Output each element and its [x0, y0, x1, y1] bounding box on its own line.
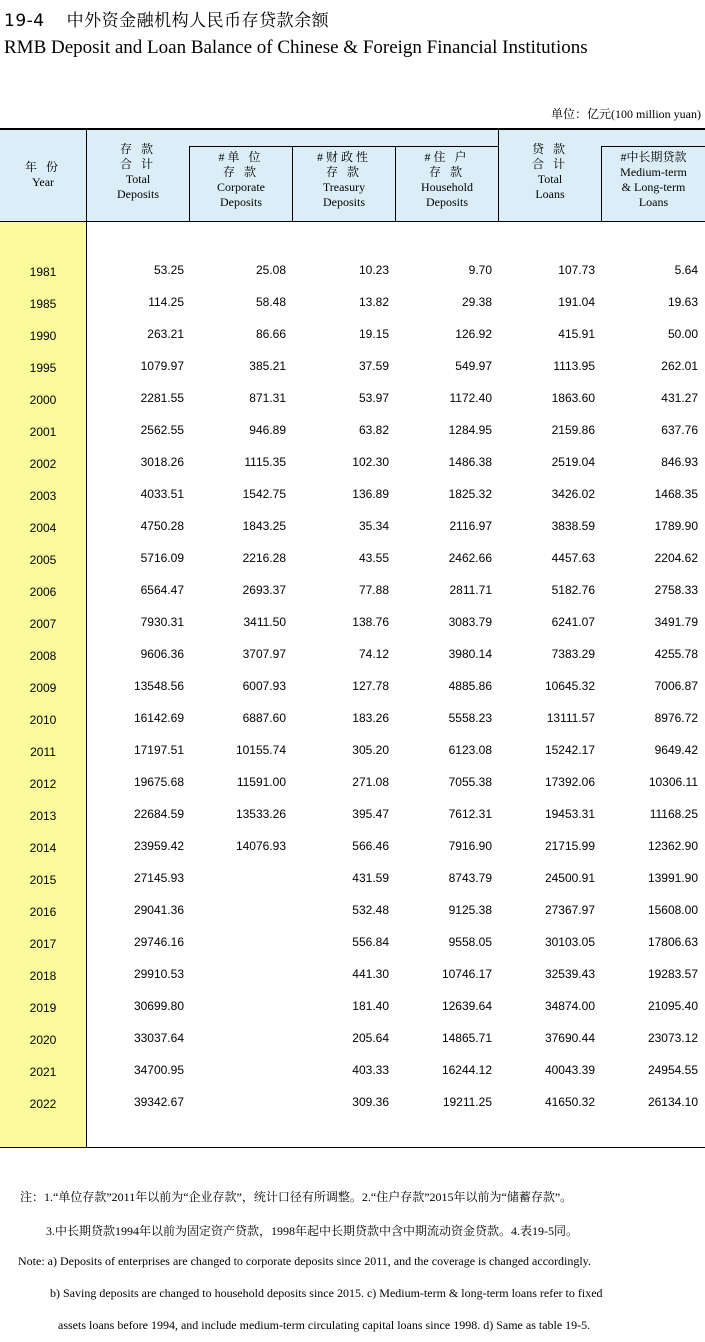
total-deposits-cell: 34700.95 — [133, 1063, 184, 1077]
household-deposits-cell: 9558.05 — [448, 935, 492, 949]
table-row — [0, 839, 705, 871]
year-cell: 2014 — [29, 841, 57, 855]
treasury-deposits-cell: 556.84 — [352, 935, 389, 949]
page-title-cn — [4, 6, 329, 31]
household-deposits-cell: 1172.40 — [449, 391, 492, 405]
year-cell: 2010 — [29, 713, 57, 727]
total-deposits-cell: 13548.56 — [133, 679, 184, 693]
header-en-1: Treasury — [322, 180, 366, 194]
header-en-3: Loans — [638, 195, 669, 209]
total-deposits-cell: 29041.36 — [133, 903, 184, 917]
treasury-deposits-cell: 53.97 — [358, 391, 389, 405]
table-row — [0, 679, 705, 711]
header-treasury-deposits — [293, 150, 395, 210]
medium-long-loans-cell: 637.76 — [661, 423, 698, 437]
treasury-deposits-cell: 431.59 — [352, 871, 389, 885]
treasury-deposits-cell: 205.64 — [352, 1031, 389, 1045]
header-en-2: Deposits — [426, 195, 468, 209]
treasury-deposits-cell: 395.47 — [352, 807, 389, 821]
year-cell: 2003 — [29, 489, 57, 503]
total-loans-cell: 2159.86 — [551, 423, 595, 437]
medium-long-loans-cell: 15608.00 — [647, 903, 698, 917]
household-deposits-cell: 9.70 — [468, 263, 492, 277]
header-en-1: Corporate — [217, 180, 265, 194]
year-cell: 2015 — [29, 873, 57, 887]
treasury-deposits-cell: 74.12 — [358, 647, 389, 661]
corporate-deposits-cell: 11591.00 — [236, 775, 286, 789]
header-bottom-rule — [0, 221, 705, 222]
header-en-2: Deposits — [220, 195, 262, 209]
corporate-deposits-cell: 10155.74 — [235, 743, 286, 757]
year-cell: 2017 — [29, 937, 57, 951]
medium-long-loans-cell: 7006.87 — [654, 679, 698, 693]
total-deposits-cell: 27145.93 — [133, 871, 184, 885]
household-deposits-cell: 126.92 — [455, 327, 492, 341]
year-cell: 2013 — [29, 809, 57, 823]
total-deposits-cell: 19675.68 — [133, 775, 184, 789]
household-deposits-cell: 549.97 — [455, 359, 492, 373]
table-row — [0, 903, 705, 935]
total-loans-cell: 3426.02 — [551, 487, 595, 501]
header-cn-1: #中长期贷款 — [620, 150, 687, 164]
header-household-deposits — [396, 150, 498, 210]
medium-long-loans-cell: 21095.40 — [647, 999, 698, 1013]
household-deposits-cell: 7612.31 — [448, 807, 492, 821]
year-cell: 2001 — [29, 425, 57, 439]
total-deposits-cell: 7930.31 — [140, 615, 184, 629]
year-cell: 2021 — [29, 1065, 57, 1079]
medium-long-loans-cell: 5.64 — [674, 263, 698, 277]
header-en-2: & Long-term — [621, 180, 686, 194]
household-deposits-cell: 4885.86 — [448, 679, 492, 693]
total-deposits-cell: 3018.26 — [140, 455, 184, 469]
total-deposits-cell: 39342.67 — [133, 1095, 184, 1109]
header-cn-2: 合 计 — [119, 157, 156, 171]
table-row — [0, 871, 705, 903]
total-loans-cell: 32539.43 — [544, 967, 595, 981]
header-cn-2: 合 计 — [531, 157, 568, 171]
total-deposits-cell: 4750.28 — [140, 519, 184, 533]
note-line: assets loans before 1994, and include medium-term circulating capital loans since 1998. d) Same as table 19-5. — [58, 1318, 591, 1332]
medium-long-loans-cell: 11168.25 — [649, 807, 698, 821]
total-loans-cell: 34874.00 — [544, 999, 595, 1013]
household-deposits-cell: 1486.38 — [448, 455, 492, 469]
year-cell: 2012 — [29, 777, 57, 791]
total-deposits-cell: 1079.97 — [140, 359, 184, 373]
corporate-deposits-cell: 13533.26 — [235, 807, 286, 821]
total-loans-cell: 1113.95 — [553, 359, 595, 373]
medium-long-loans-cell: 4255.78 — [654, 647, 698, 661]
note-line: b) Saving deposits are changed to household deposits since 2015. c) Medium-term & long-term loans refer to fixed — [50, 1286, 603, 1300]
total-deposits-cell: 6564.47 — [140, 583, 184, 597]
year-cell: 2008 — [29, 649, 57, 663]
corporate-deposits-cell: 3411.50 — [243, 615, 286, 629]
header-cn-2: 存 款 — [222, 165, 259, 179]
total-deposits-cell: 263.21 — [147, 327, 184, 341]
medium-long-loans-cell: 24954.55 — [647, 1063, 698, 1077]
treasury-deposits-cell: 271.08 — [352, 775, 389, 789]
treasury-deposits-cell: 37.59 — [358, 359, 389, 373]
note-line: 注：1.“单位存款”2011年以前为“企业存款”，统计口径有所调整。2.“住户存款”2015年以前为“储蓄存款”。 — [20, 1190, 573, 1204]
table-row — [0, 1031, 705, 1063]
treasury-deposits-cell: 43.55 — [358, 551, 389, 565]
medium-long-loans-cell: 19283.57 — [647, 967, 698, 981]
table-row — [0, 1095, 705, 1127]
year-cell: 2002 — [29, 457, 57, 471]
table-row — [0, 935, 705, 967]
divider — [601, 146, 705, 147]
total-loans-cell: 37690.44 — [544, 1031, 595, 1045]
header-cn-1: 贷 款 — [531, 142, 568, 156]
household-deposits-cell: 1825.32 — [448, 487, 492, 501]
total-deposits-cell: 9606.36 — [140, 647, 184, 661]
header-en-2: Loans — [535, 187, 565, 201]
medium-long-loans-cell: 19.63 — [667, 295, 698, 309]
treasury-deposits-cell: 102.30 — [352, 455, 389, 469]
table-bottom-rule — [0, 1147, 705, 1148]
note-line: 3.中长期贷款1994年以前为固定资产贷款，1998年起中长期贷款中含中期流动资金贷款。4.表19-5同。 — [46, 1224, 578, 1238]
note-line: Note: a) Deposits of enterprises are changed to corporate deposits since 2011, and the coverage is changed accordingly. — [18, 1254, 591, 1268]
year-cell: 2022 — [29, 1097, 57, 1111]
medium-long-loans-cell: 50.00 — [667, 327, 698, 341]
treasury-deposits-cell: 77.88 — [358, 583, 389, 597]
total-loans-cell: 7383.29 — [551, 647, 595, 661]
year-cell: 2005 — [29, 553, 57, 567]
treasury-deposits-cell: 127.78 — [352, 679, 389, 693]
corporate-deposits-cell: 1115.35 — [244, 455, 286, 469]
household-deposits-cell: 7055.38 — [448, 775, 492, 789]
household-deposits-cell: 14865.71 — [441, 1031, 492, 1045]
year-cell: 1981 — [29, 265, 57, 279]
header-cn-1: #单 位 — [218, 150, 264, 164]
treasury-deposits-cell: 181.40 — [352, 999, 389, 1013]
household-deposits-cell: 10746.17 — [441, 967, 492, 981]
treasury-deposits-cell: 10.23 — [358, 263, 389, 277]
year-cell: 2020 — [29, 1033, 57, 1047]
year-cell: 1995 — [29, 361, 57, 375]
year-cell: 1990 — [29, 329, 57, 343]
table-row — [0, 295, 705, 327]
corporate-deposits-cell: 14076.93 — [235, 839, 286, 853]
table-row — [0, 455, 705, 487]
year-cell: 2006 — [29, 585, 57, 599]
total-loans-cell: 107.73 — [558, 263, 595, 277]
header-en-2: Deposits — [117, 187, 159, 201]
treasury-deposits-cell: 136.89 — [352, 487, 389, 501]
treasury-deposits-cell: 13.82 — [358, 295, 389, 309]
medium-long-loans-cell: 9649.42 — [654, 743, 698, 757]
corporate-deposits-cell: 946.89 — [249, 423, 286, 437]
header-corporate-deposits — [190, 150, 292, 210]
total-loans-cell: 6241.07 — [551, 615, 595, 629]
treasury-deposits-cell: 35.34 — [358, 519, 389, 533]
corporate-deposits-cell: 6887.60 — [242, 711, 286, 725]
year-cell: 2004 — [29, 521, 57, 535]
household-deposits-cell: 8743.79 — [448, 871, 492, 885]
header-medium-long-loans — [602, 150, 705, 210]
household-deposits-cell: 7916.90 — [448, 839, 492, 853]
page-title-en: RMB Deposit and Loan Balance of Chinese & Foreign Financial Institutions — [4, 37, 588, 58]
total-deposits-cell: 53.25 — [153, 263, 184, 277]
household-deposits-cell: 2811.71 — [449, 583, 492, 597]
total-deposits-cell: 17197.51 — [133, 743, 184, 757]
household-deposits-cell: 2116.97 — [449, 519, 492, 533]
header-year — [0, 160, 86, 190]
corporate-deposits-cell: 6007.93 — [242, 679, 286, 693]
household-deposits-cell: 3980.14 — [448, 647, 492, 661]
year-cell: 2000 — [29, 393, 57, 407]
household-deposits-cell: 5558.23 — [448, 711, 492, 725]
total-loans-cell: 5182.76 — [551, 583, 595, 597]
year-cell: 2018 — [29, 969, 57, 983]
table-row — [0, 327, 705, 359]
medium-long-loans-cell: 8976.72 — [654, 711, 698, 725]
table-row — [0, 999, 705, 1031]
title-cn-text: 中外资金融机构人民币存贷款余额 — [66, 11, 330, 31]
corporate-deposits-cell: 2693.37 — [242, 583, 286, 597]
total-deposits-cell: 114.25 — [148, 295, 184, 309]
header-cn-1: 存 款 — [119, 142, 156, 156]
total-loans-cell: 15242.17 — [544, 743, 595, 757]
corporate-deposits-cell: 871.31 — [249, 391, 286, 405]
year-cell: 2009 — [29, 681, 57, 695]
header-en-1: Household — [421, 180, 473, 194]
total-deposits-cell: 4033.51 — [140, 487, 184, 501]
total-loans-cell: 40043.39 — [544, 1063, 595, 1077]
table-row — [0, 1063, 705, 1095]
medium-long-loans-cell: 846.93 — [661, 455, 698, 469]
total-deposits-cell: 2281.55 — [140, 391, 184, 405]
table-row — [0, 263, 705, 295]
header-total-loans — [499, 142, 601, 202]
treasury-deposits-cell: 441.30 — [352, 967, 389, 981]
table-row — [0, 391, 705, 423]
header-cn-1: #住 户 — [424, 150, 470, 164]
medium-long-loans-cell: 17806.63 — [647, 935, 698, 949]
header-year-cn: 年 份 — [24, 160, 61, 174]
year-cell: 2011 — [30, 745, 56, 759]
corporate-deposits-cell: 58.48 — [255, 295, 286, 309]
household-deposits-cell: 1284.95 — [448, 423, 492, 437]
total-deposits-cell: 23959.42 — [133, 839, 184, 853]
header-year-en: Year — [31, 175, 55, 189]
table-row — [0, 487, 705, 519]
corporate-deposits-cell: 3707.97 — [242, 647, 286, 661]
household-deposits-cell: 16244.12 — [441, 1063, 492, 1077]
divider — [189, 146, 498, 147]
header-en-2: Deposits — [323, 195, 365, 209]
corporate-deposits-cell: 86.66 — [255, 327, 286, 341]
table-row — [0, 551, 705, 583]
medium-long-loans-cell: 10306.11 — [648, 775, 698, 789]
medium-long-loans-cell: 2758.33 — [654, 583, 698, 597]
total-deposits-cell: 22684.59 — [133, 807, 184, 821]
total-loans-cell: 3838.59 — [551, 519, 595, 533]
year-cell: 2016 — [29, 905, 57, 919]
treasury-deposits-cell: 305.20 — [352, 743, 389, 757]
household-deposits-cell: 6123.08 — [448, 743, 492, 757]
total-deposits-cell: 5716.09 — [140, 551, 184, 565]
household-deposits-cell: 2462.66 — [448, 551, 492, 565]
total-loans-cell: 415.91 — [558, 327, 595, 341]
treasury-deposits-cell: 532.48 — [352, 903, 389, 917]
household-deposits-cell: 9125.38 — [448, 903, 492, 917]
total-loans-cell: 19453.31 — [544, 807, 595, 821]
medium-long-loans-cell: 26134.10 — [647, 1095, 698, 1109]
table-row — [0, 967, 705, 999]
total-deposits-cell: 30699.80 — [133, 999, 184, 1013]
total-loans-cell: 41650.32 — [544, 1095, 595, 1109]
treasury-deposits-cell: 566.46 — [352, 839, 389, 853]
header-cn-2: 存 款 — [428, 165, 465, 179]
corporate-deposits-cell: 1843.25 — [242, 519, 286, 533]
household-deposits-cell: 12639.64 — [441, 999, 492, 1013]
treasury-deposits-cell: 403.33 — [352, 1063, 389, 1077]
table-row — [0, 807, 705, 839]
treasury-deposits-cell: 309.36 — [352, 1095, 389, 1109]
total-loans-cell: 10645.32 — [544, 679, 595, 693]
table-number: 19-4 — [4, 11, 45, 31]
header-en-1: Total — [537, 172, 563, 186]
header-cn-2: 存 款 — [325, 165, 362, 179]
table-row — [0, 423, 705, 455]
unit-label: 单位：亿元(100 million yuan) — [551, 107, 701, 121]
year-cell: 1985 — [29, 297, 57, 311]
table-row — [0, 359, 705, 391]
table-row — [0, 647, 705, 679]
corporate-deposits-cell: 2216.28 — [242, 551, 286, 565]
year-cell: 2007 — [29, 617, 57, 631]
header-en-1: Total — [125, 172, 151, 186]
total-loans-cell: 191.04 — [558, 295, 595, 309]
medium-long-loans-cell: 13991.90 — [647, 871, 698, 885]
header-total-deposits — [87, 142, 189, 202]
household-deposits-cell: 3083.79 — [448, 615, 492, 629]
medium-long-loans-cell: 1468.35 — [654, 487, 698, 501]
total-loans-cell: 27367.97 — [544, 903, 595, 917]
table-row — [0, 519, 705, 551]
total-loans-cell: 24500.91 — [544, 871, 595, 885]
table-row — [0, 583, 705, 615]
treasury-deposits-cell: 183.26 — [352, 711, 389, 725]
header-cn-1: #财政性 — [316, 150, 371, 164]
total-deposits-cell: 16142.69 — [133, 711, 184, 725]
treasury-deposits-cell: 63.82 — [358, 423, 389, 437]
medium-long-loans-cell: 1789.90 — [654, 519, 698, 533]
total-loans-cell: 17392.06 — [544, 775, 595, 789]
total-loans-cell: 4457.63 — [551, 551, 595, 565]
total-deposits-cell: 33037.64 — [133, 1031, 184, 1045]
corporate-deposits-cell: 25.08 — [255, 263, 286, 277]
total-deposits-cell: 2562.55 — [140, 423, 184, 437]
total-loans-cell: 2519.04 — [551, 455, 595, 469]
medium-long-loans-cell: 12362.90 — [647, 839, 698, 853]
table-row — [0, 775, 705, 807]
treasury-deposits-cell: 138.76 — [352, 615, 389, 629]
table-row — [0, 743, 705, 775]
total-loans-cell: 1863.60 — [551, 391, 595, 405]
table-row — [0, 615, 705, 647]
medium-long-loans-cell: 262.01 — [661, 359, 698, 373]
total-loans-cell: 21715.99 — [544, 839, 595, 853]
total-loans-cell: 13111.57 — [546, 711, 595, 725]
table-row — [0, 711, 705, 743]
total-loans-cell: 30103.05 — [544, 935, 595, 949]
household-deposits-cell: 29.38 — [461, 295, 492, 309]
year-cell: 2019 — [29, 1001, 57, 1015]
corporate-deposits-cell: 1542.75 — [242, 487, 286, 501]
medium-long-loans-cell: 3491.79 — [654, 615, 698, 629]
total-deposits-cell: 29910.53 — [133, 967, 184, 981]
data-table — [0, 128, 705, 1148]
medium-long-loans-cell: 431.27 — [661, 391, 698, 405]
medium-long-loans-cell: 2204.62 — [654, 551, 698, 565]
corporate-deposits-cell: 385.21 — [249, 359, 286, 373]
total-deposits-cell: 29746.16 — [133, 935, 184, 949]
header-en-1: Medium-term — [620, 165, 687, 179]
household-deposits-cell: 19211.25 — [442, 1095, 492, 1109]
medium-long-loans-cell: 23073.12 — [647, 1031, 698, 1045]
treasury-deposits-cell: 19.15 — [358, 327, 389, 341]
